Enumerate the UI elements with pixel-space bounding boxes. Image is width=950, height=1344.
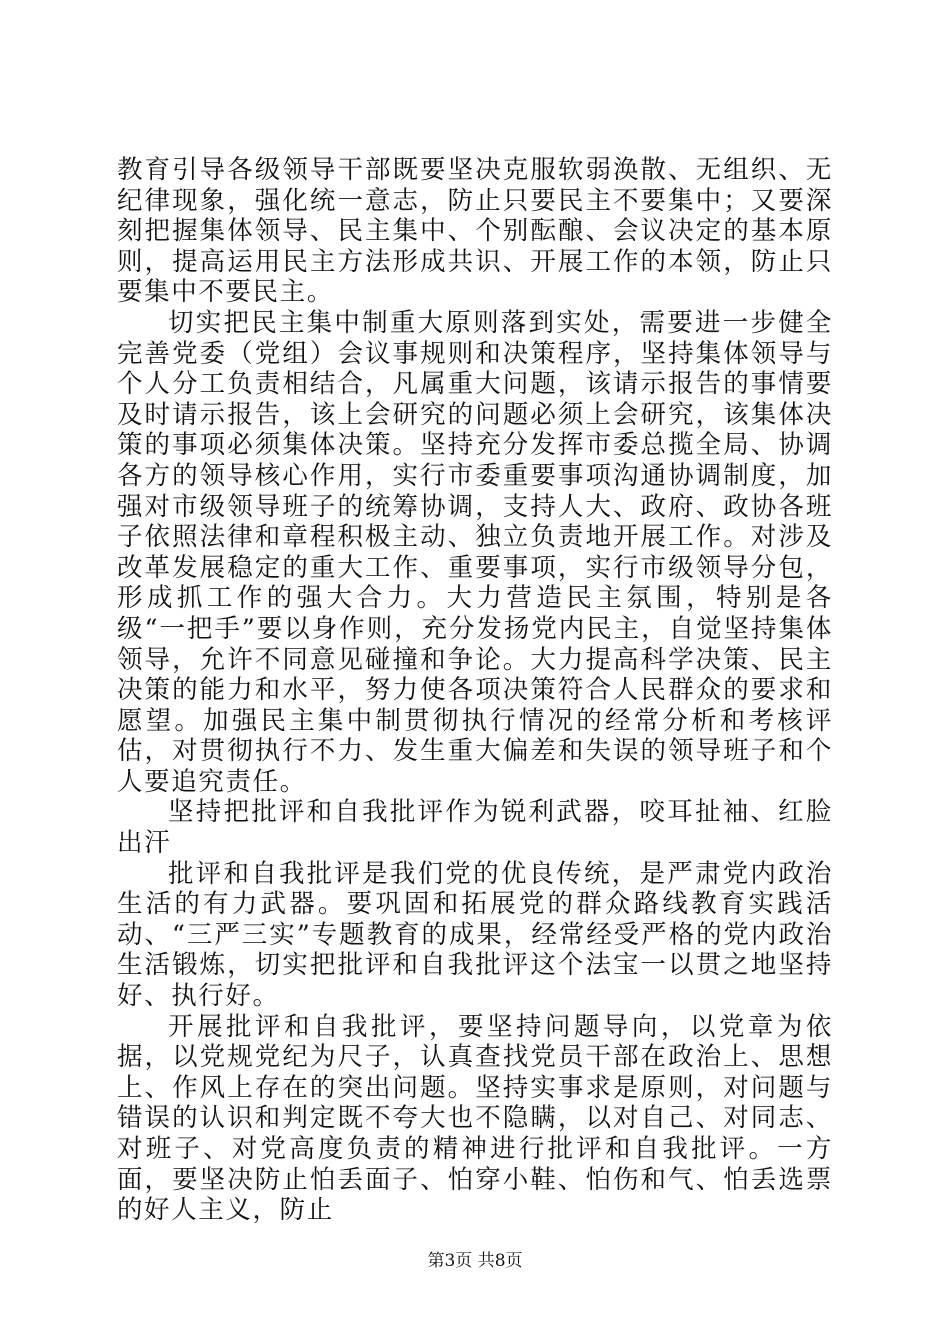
paragraph-3: 批评和自我批评是我们党的优良传统，是严肃党内政治生活的有力武器。要巩固和拓展党的群众路线教育实践活动、“三严三实”专题教育的成果，经常经受严格的党内政治生活锻炼，切实把批评和自我批评这个法宝一以贯之地坚持好、执行好。 [117,858,833,1012]
section-heading: 坚持把批评和自我批评作为锐利武器，咬耳扯袖、红脸出汗 [117,797,833,859]
paragraph-4: 开展批评和自我批评，要坚持问题导向，以党章为依据，以党规党纪为尺子，认真查找党员干部在政治上、思想上、作风上存在的突出问题。坚持实事求是原则，对问题与错误的认识和判定既不夸大也不隐瞒，以对自己、对同志、对班子、对党高度负责的精神进行批评和自我批评。一方面，要坚决防止怕丢面子、怕穿小鞋、怕伤和气、怕丢选票的好人主义，防止 [117,1011,833,1226]
paragraph-2: 切实把民主集中制重大原则落到实处，需要进一步健全完善党委（党组）会议事规则和决策程序，坚持集体领导与个人分工负责相结合，凡属重大问题，该请示报告的事情要及时请示报告，该上会研究的问题必须上会研究，该集体决策的事项必须集体决策。坚持充分发挥市委总揽全局、协调各方的领导核心作用，实行市委重要事项沟通协调制度，加强对市级领导班子的统筹协调，支持人大、政府、政协各班子依照法律和章程积极主动、独立负责地开展工作。对涉及改革发展稳定的重大工作、重要事项，实行市级领导分包，形成抓工作的强大合力。大力营造民主氛围，特别是各级“一把手”要以身作则，充分发扬党内民主，自觉坚持集体领导，允许不同意见碰撞和争论。大力提高科学决策、民主决策的能力和水平，努力使各项决策符合人民群众的要求和愿望。加强民主集中制贯彻执行情况的经常分析和考核评估，对贯彻执行不力、发生重大偏差和失误的领导班子和个人要追究责任。 [117,307,833,797]
page-number-footer: 第3页 共8页 [427,1251,523,1271]
paragraph-1: 教育引导各级领导干部既要坚决克服软弱涣散、无组织、无纪律现象，强化统一意志，防止只要民主不要集中；又要深刻把握集体领导、民主集中、个别酝酿、会议决定的基本原则，提高运用民主方法形成共识、开展工作的本领，防止只要集中不要民主。 [117,155,833,308]
document-body [117,155,833,1226]
